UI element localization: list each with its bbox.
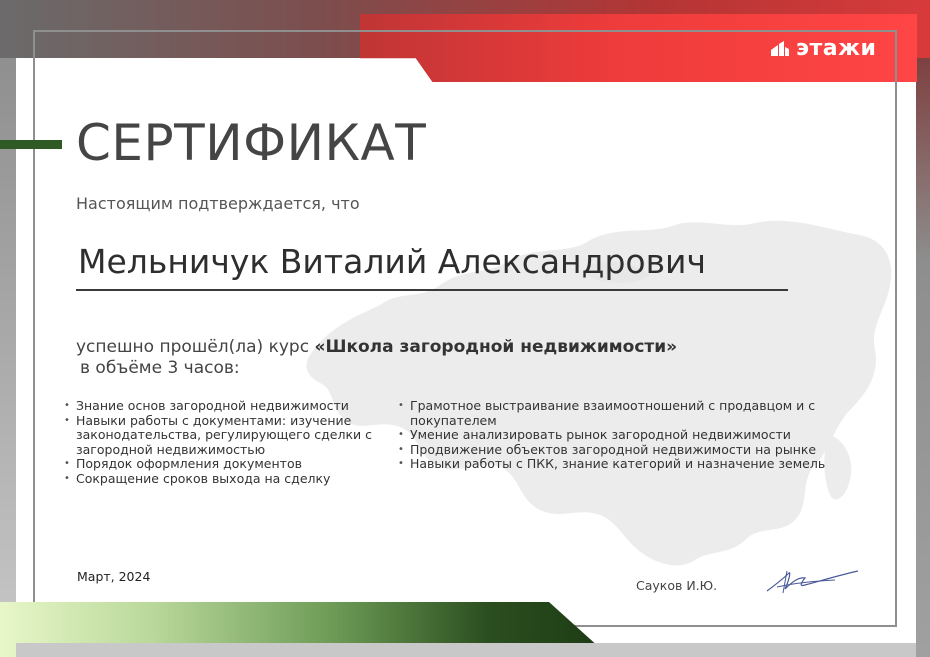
list-item: • Навыки работы с документами: изучение законодательства, регулирующего сделки с загородной недвижимостью [64,414,394,458]
certificate-date: Март, 2024 [77,569,151,584]
certificate-subtitle: Настоящим подтверждается, что [76,194,360,213]
name-underline [76,289,788,291]
skills-list-right [398,399,868,472]
right-gray-band [916,0,930,657]
signature-icon [765,565,860,597]
course-name: «Школа загородной недвижимости» [314,337,678,357]
recipient-name: Мельничук Виталий Александрович [78,242,706,281]
course-hours: в объёме 3 часов: [80,358,240,378]
completion-statement [76,337,677,357]
logo-text: этажи [796,36,877,61]
certificate-title: СЕРТИФИКАТ [76,114,427,172]
list-item: • Продвижение объектов загородной недвижимости на рынке [398,443,868,458]
brand-logo [770,36,876,61]
list-item: • Порядок оформления документов [64,457,394,472]
bottom-gray-strip [16,643,916,657]
skills-list-left [64,399,394,486]
list-item: • Грамотное выстраивание взаимоотношений с продавцом и с покупателем [398,399,868,428]
green-accent-bar [0,140,62,149]
building-icon [770,41,790,57]
list-item: • Умение анализировать рынок загородной недвижимости [398,428,868,443]
list-item: • Знание основ загородной недвижимости [64,399,394,414]
signer-name: Сауков И.Ю. [636,578,718,593]
list-item: • Сокращение сроков выхода на сделку [64,472,394,487]
list-item: • Навыки работы с ПКК, знание категорий и назначение земель [398,457,868,472]
completion-prefix: успешно прошёл(ла) курс [76,337,315,357]
left-gray-band [0,0,16,657]
